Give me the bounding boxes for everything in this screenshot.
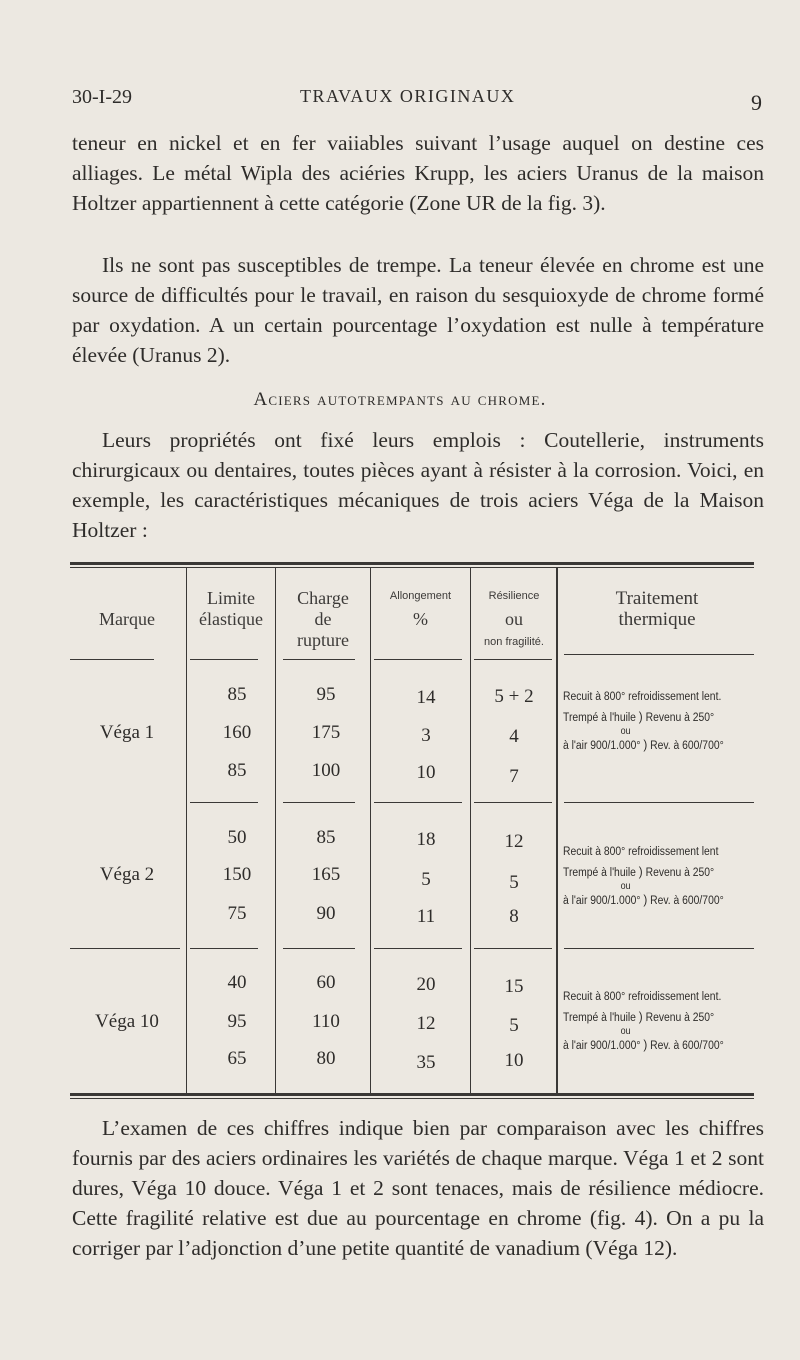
table-cell: 5 [509,1015,519,1036]
table-cell: 165 [311,864,341,885]
header-resilience [471,586,557,653]
header-limite [187,588,275,630]
traitement-vega-2 [563,845,724,909]
group-rule-6 [70,948,180,949]
paragraph-3-text: Leurs propriétés ont fixé leurs emplois : Coutellerie, instruments chirurgicaux ou dentaires, toutes pièces ayant à résister à la corrosion. Voici, en exemple, les caractéristiques mécaniques de trois aciers Véga de la Maison Holtzer : [72,428,764,542]
trait-line-2b: Revenu à 250° [645,867,715,879]
paragraph-4-text: L’examen de ces chiffres indique bien par comparaison avec les chiffres fournis par des aciers ordinaires les variétés de chaque marque. Véga 1 et 2 sont dures, Véga 10 douce. Véga 1 et 2 sont tenaces, mais de résilience médiocre. Cette fragilité relative est due au pourcentage en chrome (fig. 4). On a pu la corriger par l’adjonction d’une petite quantité de vanadium (Véga 12). [72,1116,764,1260]
trait-line-1: Recuit à 800° refroidissement lent. [563,691,722,703]
group-rule-4 [474,802,552,803]
header-rule-5 [474,659,552,660]
group-rule-3 [374,802,462,803]
group-rule-1 [190,802,258,803]
table-bottom-rule-2 [70,1098,754,1099]
table-cell: 10 [416,762,436,783]
group-rule-8 [283,948,355,949]
paragraph-4 [72,1113,764,1263]
header-traitement [560,588,754,630]
trait-line-2a: Trempé à l'huile [563,867,636,879]
trait-line-3a: à l'air 900/1.000° [563,740,641,752]
table-cell: 80 [316,1048,336,1069]
table-cell: 3 [421,725,431,746]
trait-line-2: Trempé à l'huile ) Revenu à 250° [563,709,715,724]
header-rule-3 [283,659,355,660]
trait-line-3: à l'air 900/1.000° ) Rev. à 600/700° [563,892,724,907]
table-cell: 4 [509,726,519,747]
trait-line-3a: à l'air 900/1.000° [563,895,641,907]
table-cell: 85 [227,760,247,781]
table-cell: 14 [416,687,436,708]
paragraph-1-text: teneur en nickel et en fer vaiiables suivant l’usage auquel on destine ces alliages. Le métal Wipla des aciéries Krupp, les aciers Uranus de la maison Holtzer appartiennent à cette catégorie (Zone UR de la fig. 3). [72,131,764,215]
marque-vega-2: Véga 2 [99,864,155,885]
trait-line-3: à l'air 900/1.000° ) Rev. à 600/700° [563,737,724,752]
header-resil-line2: ou [505,609,523,629]
table-cell: 11 [416,906,436,927]
group-rule-7 [190,948,258,949]
header-rule-1 [70,659,154,660]
header-charge-line1: Charge [297,588,349,608]
header-rule-6 [564,654,754,655]
table-cell: 90 [316,903,336,924]
table-cell: 40 [227,972,247,993]
header-rule-2 [190,659,258,660]
table-cell: 160 [222,722,252,743]
table-cell: 12 [504,831,524,852]
table-cell: 65 [227,1048,247,1069]
header-charge-line3: rupture [297,630,349,650]
trait-line-2a: Trempé à l'huile [563,1012,636,1024]
table-cell: 85 [227,684,247,705]
page-number: 9 [751,90,762,115]
table-cell: 95 [316,684,336,705]
trait-line-3a: à l'air 900/1.000° [563,1040,641,1052]
header-charge-line2: de [314,609,332,629]
header-resil-line1: Résilience [488,590,540,602]
header-date: 30-I-29 [72,86,132,108]
header-resil-line3: non fragilité. [484,636,544,648]
table-cell: 150 [222,864,252,885]
table-cell: 18 [416,829,436,850]
table-cell: 20 [416,974,436,995]
header-rule-4 [374,659,462,660]
header-limite-line1: Limite [207,588,255,608]
table-top-rule [70,562,754,565]
trait-line-3b: Rev. à 600/700° [650,1040,724,1052]
header-trait-line2: thermique [618,609,696,630]
table-cell: 95 [227,1011,247,1032]
header-allongement [371,586,470,630]
group-rule-11 [564,948,754,949]
header-limite-line2: élastique [199,609,263,629]
header-allong-line1: Allongement [389,590,452,602]
table-cell: 110 [312,1011,340,1032]
table-cell: 35 [416,1052,436,1073]
header-trait-line1: Traitement [615,588,699,609]
header-marque: Marque [99,609,155,629]
trait-line-3b: Rev. à 600/700° [650,740,724,752]
table-cell: 75 [227,903,247,924]
group-rule-10 [474,948,552,949]
traitement-vega-1 [563,690,724,754]
marque-vega-1: Véga 1 [99,722,155,743]
table-cell: 60 [316,972,336,993]
table-top-rule-2 [70,567,754,568]
header-allong-line2: % [413,609,428,629]
table-cell: 85 [316,827,336,848]
paragraph-2-text: Ils ne sont pas susceptibles de trempe. La teneur élevée en chrome est une source de difficultés pour le travail, en raison du sesquioxyde de chrome formé par oxydation. A un certain pourcentage l’oxydation est nulle à température élevée (Uranus 2). [72,253,764,367]
trait-line-2: Trempé à l'huile ) Revenu à 250° [563,1009,715,1024]
trait-line-3: à l'air 900/1.000° ) Rev. à 600/700° [563,1037,724,1052]
table-cell: 8 [509,906,519,927]
table-cell: 50 [227,827,247,848]
section-heading: Aciers autotrempants au chrome. [253,389,547,410]
trait-line-2: Trempé à l'huile ) Revenu à 250° [563,864,715,879]
trait-ou: ou [620,881,631,892]
trait-ou: ou [620,1026,631,1037]
header-section-title: TRAVAUX ORIGINAUX [300,86,516,106]
trait-line-2a: Trempé à l'huile [563,712,636,724]
trait-line-1: Recuit à 800° refroidissement lent [563,846,719,858]
table-cell: 12 [416,1013,436,1034]
table-cell: 7 [509,766,519,787]
marque-vega-10: Véga 10 [95,1011,159,1032]
trait-line-2b: Revenu à 250° [645,712,715,724]
table-cell: 10 [504,1050,524,1071]
trait-line-2b: Revenu à 250° [645,1012,715,1024]
table-cell: 100 [311,760,341,781]
table-cell: 5 + 2 [494,686,534,707]
group-rule-9 [374,948,462,949]
table-cell: 15 [504,976,524,997]
table-bottom-rule [70,1093,754,1096]
trait-ou: ou [620,726,631,737]
trait-line-3b: Rev. à 600/700° [650,895,724,907]
table-cell: 175 [311,722,341,743]
traitement-vega-10 [563,990,724,1054]
table-cell: 5 [509,872,519,893]
trait-line-1: Recuit à 800° refroidissement lent. [563,991,722,1003]
group-rule-5 [564,802,754,803]
header-charge [276,588,370,651]
group-rule-2 [283,802,355,803]
table-cell: 5 [421,869,431,890]
